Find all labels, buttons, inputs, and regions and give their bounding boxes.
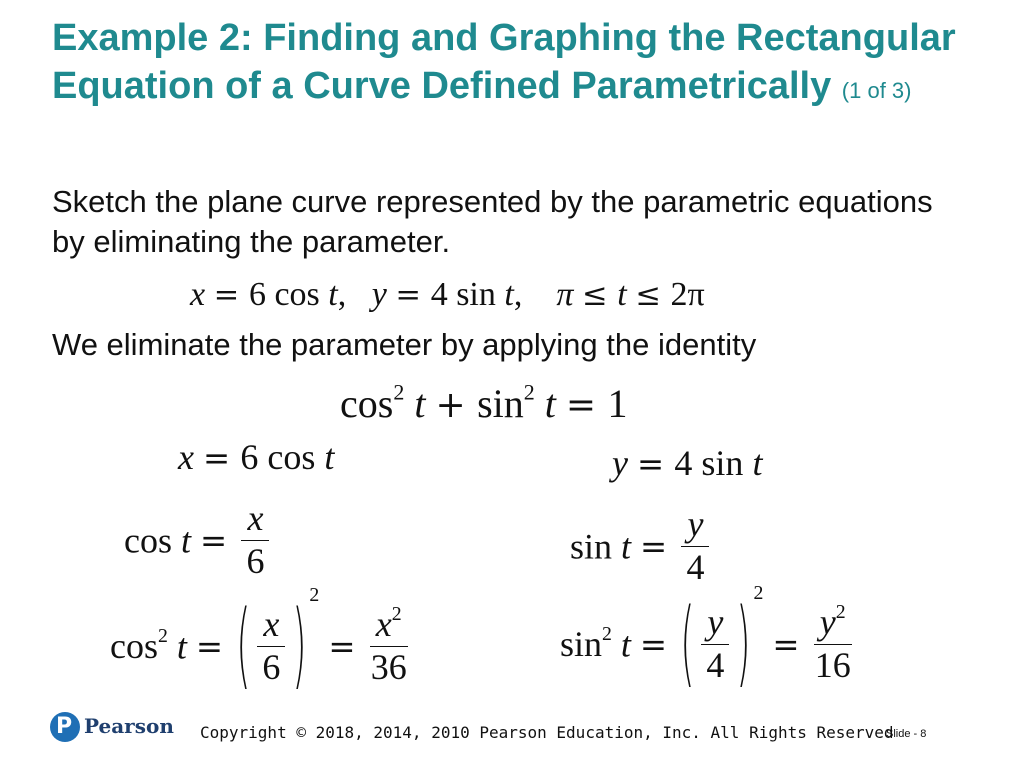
pearson-logo-letter: P	[56, 714, 73, 739]
fraction-y-over-4-squared: $\frac{y}{4}$	[701, 604, 729, 685]
copyright-text: Copyright © 2018, 2014, 2010 Pearson Education, Inc. All Rights Reserved	[200, 723, 894, 742]
left-equation-2: cos t = $\frac{x}{6}$	[124, 500, 273, 581]
intro-text: Sketch the plane curve represented by the parametric equations by eliminating the parameter.	[52, 184, 933, 259]
left-equation-1: x = 6 cos t	[178, 437, 335, 477]
right-equation-1: y = 4 sin t	[612, 443, 763, 483]
pythagorean-identity: $\cos^2 t + \sin^2 t = 1$	[340, 379, 628, 426]
fraction-y2-over-16: $\frac{y^2}{16}$	[814, 601, 851, 685]
slide-title-text: Example 2: Finding and Graphing the Rectangular Equation of a Curve Defined Parametrically	[52, 17, 956, 107]
slide-part-indicator: (1 of 3)	[841, 78, 912, 103]
fraction-x2-over-36: $\frac{x^2}{36}$	[370, 603, 407, 687]
pearson-brand-text: Pearson	[84, 714, 174, 738]
fraction-y-over-4: $\frac{y}{4}$	[681, 506, 709, 587]
fraction-x-over-6-squared: $\frac{x}{6}$	[257, 606, 285, 687]
slide-title	[52, 14, 972, 115]
fraction-x-over-6: $\frac{x}{6}$	[241, 500, 269, 581]
slide-number: Slide - 8	[886, 728, 927, 740]
left-equation-3: $\cos^2 t$ = ( $\frac{x}{6}$ ) 2 = $\frac{x^2}{36}$	[110, 584, 407, 700]
right-equation-2: sin t = $\frac{y}{4}$	[570, 506, 713, 587]
identity-intro-text: We eliminate the parameter by applying the identity	[52, 327, 757, 362]
right-equation-3: $\sin^2 t$ = ( $\frac{y}{4}$ ) 2 = $\frac{y^2}{16}$	[560, 582, 851, 698]
parametric-equations: x = 6 cos t, y = 4 sin t, π ≤ t ≤ 2π	[190, 276, 705, 313]
